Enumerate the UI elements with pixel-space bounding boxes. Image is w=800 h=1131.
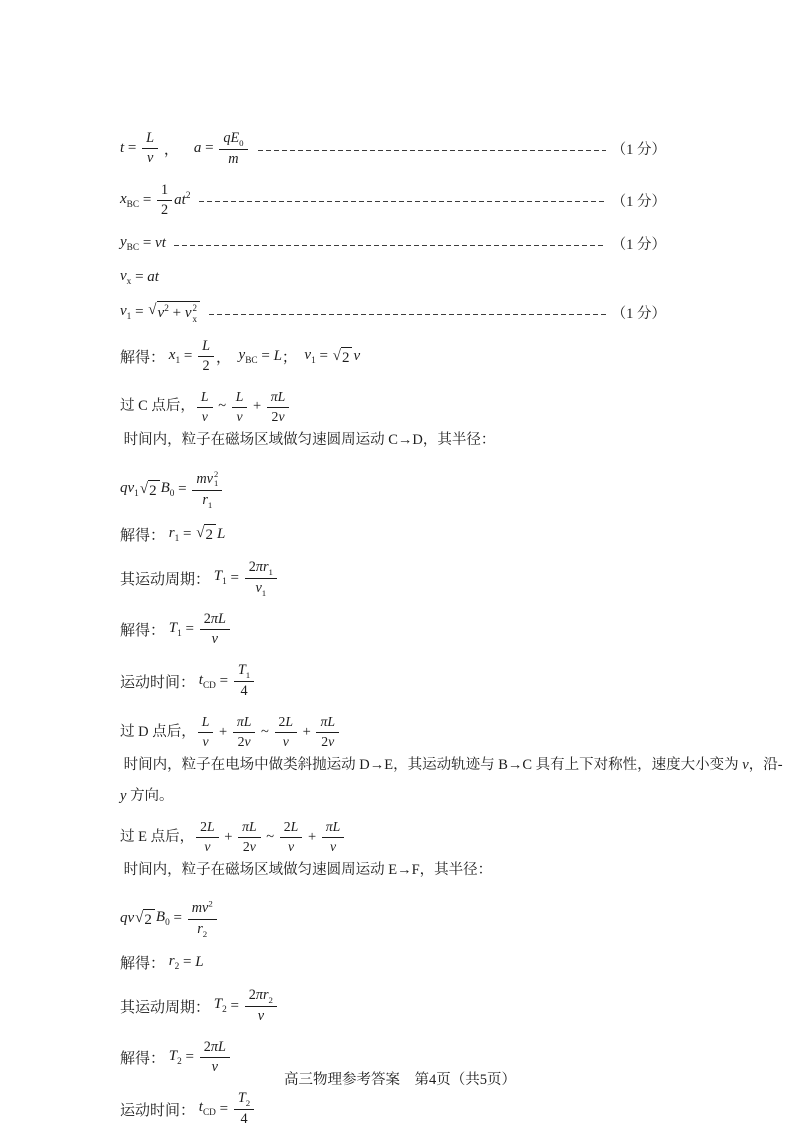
math-variable: $at^2$ bbox=[174, 190, 191, 208]
radicand bbox=[148, 480, 160, 500]
math-subscript: 1 bbox=[174, 533, 180, 544]
fraction-numerator bbox=[234, 662, 254, 682]
math-fraction bbox=[192, 470, 222, 510]
fraction-denominator bbox=[198, 357, 213, 375]
math-variable: L bbox=[235, 389, 244, 405]
math-subscript: 2 bbox=[202, 928, 208, 939]
math-fraction bbox=[219, 130, 247, 168]
fraction-numerator bbox=[316, 714, 339, 733]
math-sqrt bbox=[148, 301, 200, 324]
math-text: = bbox=[315, 348, 332, 365]
math-variable: v bbox=[204, 838, 211, 854]
math-text: 其运动周期： bbox=[120, 571, 214, 588]
math-subscript: 1 bbox=[222, 577, 227, 588]
math-variable: $T_2$ bbox=[168, 1047, 182, 1067]
math-variable: $x_{BC}$ bbox=[120, 190, 140, 210]
formula-line bbox=[120, 611, 666, 648]
math-subscript: CD bbox=[202, 1108, 216, 1119]
math-variable: $v_1$ bbox=[255, 579, 267, 598]
math-variable: v bbox=[201, 408, 208, 424]
math-variable: mv 2 1 bbox=[196, 468, 219, 489]
math-text: ， bbox=[160, 142, 194, 159]
math-variable: L bbox=[202, 337, 210, 354]
math-fraction bbox=[157, 182, 172, 219]
math-text: 2 bbox=[283, 819, 291, 835]
math-variable: $r_1$ bbox=[202, 492, 213, 511]
math-variable: $v_x$ bbox=[120, 267, 132, 287]
math-subscript: 1 bbox=[268, 566, 273, 577]
line-body bbox=[120, 470, 224, 510]
fraction-denominator bbox=[200, 838, 214, 856]
radicand bbox=[204, 524, 216, 544]
math-text: = bbox=[139, 191, 156, 208]
line-body bbox=[120, 301, 201, 324]
fraction-numerator bbox=[200, 611, 230, 630]
math-variable: πL bbox=[210, 1038, 226, 1055]
score-label: （1 分） bbox=[611, 236, 666, 253]
math-fraction bbox=[316, 714, 339, 750]
math-variable: $y_{BC}$ bbox=[238, 346, 258, 366]
math-variable: πL bbox=[325, 819, 341, 835]
math-text: + bbox=[220, 828, 237, 845]
fraction-numerator bbox=[157, 182, 172, 201]
formula-line bbox=[120, 559, 666, 597]
math-variable: L bbox=[195, 954, 204, 971]
math-variable: L bbox=[285, 714, 294, 730]
score-label: （1 分） bbox=[611, 142, 666, 159]
math-text: ~ bbox=[262, 828, 278, 845]
math-subscript: 2 bbox=[174, 962, 180, 973]
math-text: 运动时间： bbox=[120, 674, 199, 691]
math-variable: $\pi r_1$ bbox=[255, 558, 273, 577]
fraction-denominator bbox=[317, 733, 338, 751]
math-text: = bbox=[124, 140, 141, 157]
math-variable: m bbox=[228, 150, 239, 167]
formula-line bbox=[120, 1090, 666, 1128]
math-text: 2 bbox=[205, 527, 213, 544]
math-variable: πL bbox=[210, 611, 226, 628]
math-text: 2 bbox=[161, 201, 169, 218]
math-text: 时间内，粒子在磁场区域做匀速圆周运动 C→D，其半径： bbox=[120, 432, 496, 449]
fraction-numerator bbox=[275, 714, 298, 733]
math-text: 解得： bbox=[120, 527, 169, 544]
fraction-denominator bbox=[268, 408, 289, 426]
radical-sign-icon: √ bbox=[196, 525, 205, 542]
math-text: 2 bbox=[278, 714, 286, 730]
math-subscript: 2 bbox=[268, 995, 273, 1006]
radicand bbox=[157, 301, 200, 324]
formula-line bbox=[120, 952, 666, 973]
math-fraction bbox=[245, 987, 277, 1025]
math-text: = bbox=[179, 954, 196, 971]
radical-sign-icon: √ bbox=[139, 480, 149, 497]
math-fraction bbox=[200, 611, 230, 648]
math-fraction bbox=[188, 900, 217, 939]
math-text: + bbox=[215, 723, 231, 740]
math-variable: v bbox=[287, 838, 295, 854]
math-subscript: 1 bbox=[177, 629, 182, 640]
math-text: 2 bbox=[149, 482, 157, 499]
math-text: = bbox=[180, 348, 197, 365]
math-sqrt bbox=[135, 909, 155, 929]
math-supsub: 2 x bbox=[192, 303, 197, 324]
line-body bbox=[120, 268, 159, 287]
fraction-numerator bbox=[198, 338, 214, 357]
math-supsub: 2 1 bbox=[213, 468, 219, 489]
math-variable: $x_1$ bbox=[168, 346, 181, 366]
paragraph-line bbox=[120, 714, 783, 811]
math-subscript: 1 bbox=[175, 355, 181, 366]
line-body bbox=[120, 952, 204, 973]
radical-sign-icon: √ bbox=[332, 347, 341, 364]
math-fraction bbox=[267, 389, 290, 425]
math-text: = bbox=[169, 910, 186, 927]
math-fraction bbox=[238, 819, 261, 855]
math-text: 4 bbox=[240, 1110, 248, 1127]
math-text: 过 C 点后， bbox=[120, 398, 195, 415]
math-variable: $t_{CD}$ bbox=[198, 1099, 216, 1119]
line-body bbox=[120, 524, 225, 545]
math-variable: $B_0$ bbox=[160, 480, 175, 500]
math-text: 2 bbox=[144, 911, 152, 928]
math-fraction bbox=[234, 662, 254, 700]
math-variable: $T_2$ bbox=[213, 996, 227, 1016]
math-subscript: BC bbox=[245, 355, 258, 366]
math-variable: $qv_1$ bbox=[120, 480, 139, 500]
math-text: = bbox=[139, 234, 156, 251]
line-body bbox=[120, 611, 232, 648]
fraction-numerator bbox=[234, 1090, 254, 1110]
math-text: 解得： bbox=[120, 623, 169, 640]
math-text: = bbox=[131, 304, 148, 321]
math-fraction bbox=[198, 338, 214, 375]
math-variable: L bbox=[273, 348, 282, 365]
fraction-denominator bbox=[284, 838, 298, 856]
math-subscript: 0 bbox=[169, 489, 175, 500]
formula-line bbox=[120, 338, 666, 375]
math-text: ~ bbox=[257, 723, 273, 740]
math-fraction bbox=[198, 714, 214, 750]
math-variable: v bbox=[742, 757, 749, 774]
math-text: 2 bbox=[321, 733, 329, 749]
fraction-numerator bbox=[267, 389, 290, 408]
math-text: 2 bbox=[203, 1038, 211, 1055]
math-variable: t bbox=[120, 140, 125, 157]
math-variable: $r_2$ bbox=[168, 953, 180, 973]
page-footer: 高三物理参考答案 第4页（共5页） bbox=[284, 1072, 516, 1088]
fraction-numerator bbox=[219, 130, 247, 150]
math-fraction bbox=[234, 1090, 254, 1128]
math-text: 2 bbox=[237, 733, 245, 749]
math-subscript: 1 bbox=[261, 587, 267, 598]
math-subscript: 2 bbox=[177, 1056, 182, 1067]
fraction-numerator bbox=[142, 130, 158, 149]
fraction-numerator bbox=[198, 714, 214, 733]
math-fraction bbox=[245, 559, 277, 597]
formula-line bbox=[120, 987, 666, 1025]
radicand bbox=[143, 909, 155, 929]
math-subscript: 1 bbox=[311, 355, 316, 366]
math-subscript: BC bbox=[126, 199, 140, 210]
math-fraction bbox=[142, 130, 158, 167]
math-fraction bbox=[196, 819, 219, 855]
math-subscript: BC bbox=[126, 242, 140, 253]
math-text: 时间内，粒子在磁场区域做匀速圆周运动 E→F，其半径： bbox=[120, 862, 493, 879]
math-variable: v bbox=[257, 1007, 265, 1024]
math-variable: $B_0$ bbox=[155, 909, 170, 929]
fraction-denominator bbox=[236, 1110, 251, 1128]
math-text: = bbox=[179, 525, 196, 542]
math-subscript: 1 bbox=[134, 489, 139, 500]
fraction-numerator bbox=[280, 819, 303, 838]
math-variable: $T_2$ bbox=[237, 1090, 251, 1108]
math-text: 2 bbox=[203, 611, 211, 628]
fraction-denominator bbox=[251, 579, 270, 598]
fraction-numerator bbox=[245, 987, 277, 1007]
fraction-denominator bbox=[199, 733, 213, 751]
paragraph-line bbox=[120, 819, 666, 886]
math-superscript: 2 bbox=[185, 190, 191, 201]
fraction-numerator bbox=[197, 389, 213, 408]
formula-line bbox=[120, 470, 666, 510]
line-body bbox=[120, 234, 166, 253]
math-text: 2 bbox=[271, 408, 279, 424]
math-fraction bbox=[280, 819, 303, 855]
math-fraction bbox=[197, 389, 213, 425]
math-text: = bbox=[201, 140, 218, 157]
math-variable: v bbox=[328, 733, 335, 749]
math-subscript: 1 bbox=[126, 311, 132, 322]
math-variable: $T_1$ bbox=[237, 662, 251, 681]
fraction-numerator bbox=[232, 389, 248, 408]
math-text: ，沿- bbox=[748, 757, 783, 774]
math-sqrt bbox=[140, 480, 160, 500]
math-variable: v bbox=[211, 1059, 218, 1076]
math-sqrt bbox=[333, 347, 353, 367]
dotted-leader-line bbox=[199, 193, 606, 207]
math-subscript: 0 bbox=[165, 918, 170, 929]
math-superscript: 2 bbox=[164, 304, 169, 315]
math-variable: $t_{CD}$ bbox=[198, 671, 216, 691]
math-text: 2 bbox=[202, 358, 210, 375]
math-fraction bbox=[232, 389, 248, 425]
formula-line bbox=[120, 900, 666, 939]
fraction-numerator bbox=[245, 559, 277, 579]
math-variable: $v_1$ bbox=[304, 346, 316, 366]
formula-line bbox=[120, 268, 666, 287]
math-fraction bbox=[275, 714, 298, 750]
math-variable: $T_1$ bbox=[168, 620, 182, 640]
math-variable: v bbox=[146, 150, 154, 167]
math-variable: v bbox=[353, 348, 361, 365]
math-variable: $\pi r_2$ bbox=[255, 987, 273, 1006]
math-text: 2 bbox=[248, 558, 256, 575]
math-variable: πL bbox=[320, 714, 336, 730]
math-text: 2 bbox=[248, 987, 256, 1004]
math-variable: πL bbox=[270, 389, 286, 405]
math-variable: vt bbox=[155, 234, 166, 251]
math-variable: a bbox=[193, 140, 202, 157]
fraction-numerator bbox=[192, 470, 222, 492]
fraction-denominator bbox=[236, 682, 251, 700]
math-text: = bbox=[131, 269, 148, 286]
math-text: = bbox=[226, 997, 243, 1014]
formula-line bbox=[120, 182, 666, 219]
fraction-numerator bbox=[200, 1039, 230, 1058]
math-variable: v bbox=[329, 838, 337, 854]
math-subscript: 0 bbox=[239, 137, 244, 148]
line-body bbox=[120, 182, 191, 219]
math-variable: v bbox=[202, 733, 209, 749]
fraction-numerator bbox=[322, 819, 345, 838]
dotted-leader-line bbox=[258, 142, 606, 156]
fraction-numerator bbox=[196, 819, 219, 838]
formula-line bbox=[120, 130, 666, 168]
fraction-denominator bbox=[198, 491, 216, 510]
math-text: ~ bbox=[214, 398, 230, 415]
math-sqrt bbox=[196, 524, 216, 544]
line-body bbox=[120, 987, 279, 1025]
math-variable: $mv^2$ bbox=[191, 898, 213, 917]
math-subscript: 1 bbox=[207, 500, 213, 511]
math-text: 2 bbox=[200, 819, 207, 835]
math-variable: v bbox=[249, 838, 256, 854]
math-variable: $r_1$ bbox=[168, 524, 180, 544]
math-text: 解得： bbox=[120, 350, 169, 367]
math-variable: v bbox=[211, 631, 218, 648]
math-variable: πL bbox=[236, 714, 252, 730]
line-body bbox=[120, 1090, 256, 1128]
math-text: 时间内，粒子在电场中做类斜抛运动 D→E，其运动轨迹与 B→C 具有上下对称性，速度大小变为 bbox=[120, 757, 743, 774]
paragraph-line bbox=[120, 389, 666, 456]
math-variable: πL bbox=[242, 819, 257, 835]
math-variable: $v^2$ bbox=[157, 304, 169, 322]
math-text: = bbox=[257, 348, 274, 365]
math-text: = bbox=[215, 1100, 232, 1117]
dotted-leader-line bbox=[174, 236, 606, 250]
fraction-numerator bbox=[188, 900, 217, 920]
formula-line bbox=[120, 662, 666, 700]
score-label: （1 分） bbox=[611, 306, 666, 323]
formula-line bbox=[120, 524, 666, 545]
math-variable: $r_2$ bbox=[197, 920, 208, 939]
math-text: + bbox=[304, 828, 320, 845]
radical-sign-icon: √ bbox=[148, 302, 157, 319]
math-variable: L bbox=[207, 819, 215, 835]
fraction-denominator bbox=[234, 733, 255, 751]
math-variable: at bbox=[147, 269, 159, 286]
fraction-denominator bbox=[239, 838, 260, 856]
math-fraction bbox=[233, 714, 256, 750]
math-text: = bbox=[226, 569, 243, 586]
math-variable: L bbox=[200, 389, 209, 405]
math-text: ； bbox=[281, 350, 305, 367]
fraction-denominator bbox=[279, 733, 293, 751]
math-variable: $T_1$ bbox=[213, 568, 227, 588]
math-text: 解得： bbox=[120, 1051, 169, 1068]
fraction-denominator bbox=[254, 1007, 268, 1025]
math-text: = bbox=[174, 481, 191, 498]
math-text: 过 D 点后， bbox=[120, 723, 196, 740]
math-text: 解得： bbox=[120, 956, 169, 973]
math-text: + bbox=[249, 398, 265, 415]
score-label: （1 分） bbox=[611, 193, 666, 210]
fraction-denominator bbox=[224, 150, 242, 168]
math-text: + bbox=[299, 723, 315, 740]
math-variable: L bbox=[201, 714, 210, 730]
math-variable: v bbox=[244, 733, 251, 749]
dotted-leader-line bbox=[209, 306, 606, 320]
math-fraction bbox=[322, 819, 345, 855]
fraction-denominator bbox=[208, 630, 222, 648]
math-subscript: 1 bbox=[245, 670, 251, 681]
line-body bbox=[120, 900, 219, 939]
radicand bbox=[341, 347, 353, 367]
fraction-denominator bbox=[157, 201, 172, 219]
line-body bbox=[120, 559, 279, 597]
math-text: 运动时间： bbox=[120, 1102, 199, 1119]
fraction-denominator bbox=[232, 408, 246, 426]
math-variable: L bbox=[216, 525, 226, 542]
math-text: 2 bbox=[242, 838, 250, 854]
math-variable: v bbox=[278, 408, 285, 424]
fraction-denominator bbox=[326, 838, 340, 856]
math-variable: qv bbox=[120, 910, 135, 927]
math-subscript: CD bbox=[202, 680, 216, 691]
fraction-numerator bbox=[238, 819, 261, 838]
line-body bbox=[120, 662, 256, 700]
math-text: 1 bbox=[161, 181, 169, 198]
fraction-denominator bbox=[193, 920, 211, 939]
math-text: 过 E 点后， bbox=[120, 828, 195, 845]
line-body bbox=[120, 338, 360, 375]
math-variable: $y_{BC}$ bbox=[120, 233, 140, 253]
answer-content bbox=[120, 130, 783, 1128]
radical-sign-icon: √ bbox=[135, 909, 144, 926]
fraction-numerator bbox=[233, 714, 256, 733]
formula-line bbox=[120, 233, 666, 254]
fraction-denominator bbox=[143, 149, 157, 167]
math-text: ， bbox=[216, 350, 239, 367]
math-variable: v 2 x bbox=[184, 303, 197, 324]
math-variable: v bbox=[236, 408, 243, 424]
math-variable: v bbox=[282, 733, 289, 749]
math-text: 4 bbox=[240, 683, 248, 700]
math-variable: y bbox=[120, 787, 127, 804]
math-variable: L bbox=[146, 130, 155, 147]
math-text: 2 bbox=[341, 349, 350, 366]
math-subscript: x bbox=[126, 276, 132, 287]
line-body bbox=[120, 130, 250, 168]
math-variable: $v_1$ bbox=[120, 302, 132, 322]
math-superscript: 2 bbox=[208, 898, 213, 909]
formula-line bbox=[120, 301, 666, 324]
math-text: = bbox=[181, 621, 198, 638]
math-text: 其运动周期： bbox=[120, 999, 214, 1016]
math-subscript: 2 bbox=[245, 1098, 251, 1108]
math-text: 方向。 bbox=[126, 787, 174, 804]
math-text: = bbox=[181, 1049, 198, 1066]
math-variable: L bbox=[290, 819, 299, 835]
math-text: + bbox=[168, 305, 185, 322]
fraction-denominator bbox=[198, 408, 212, 426]
math-subscript: 2 bbox=[222, 1005, 227, 1016]
math-text: = bbox=[215, 672, 232, 689]
math-variable: $qE_0$ bbox=[223, 130, 244, 148]
